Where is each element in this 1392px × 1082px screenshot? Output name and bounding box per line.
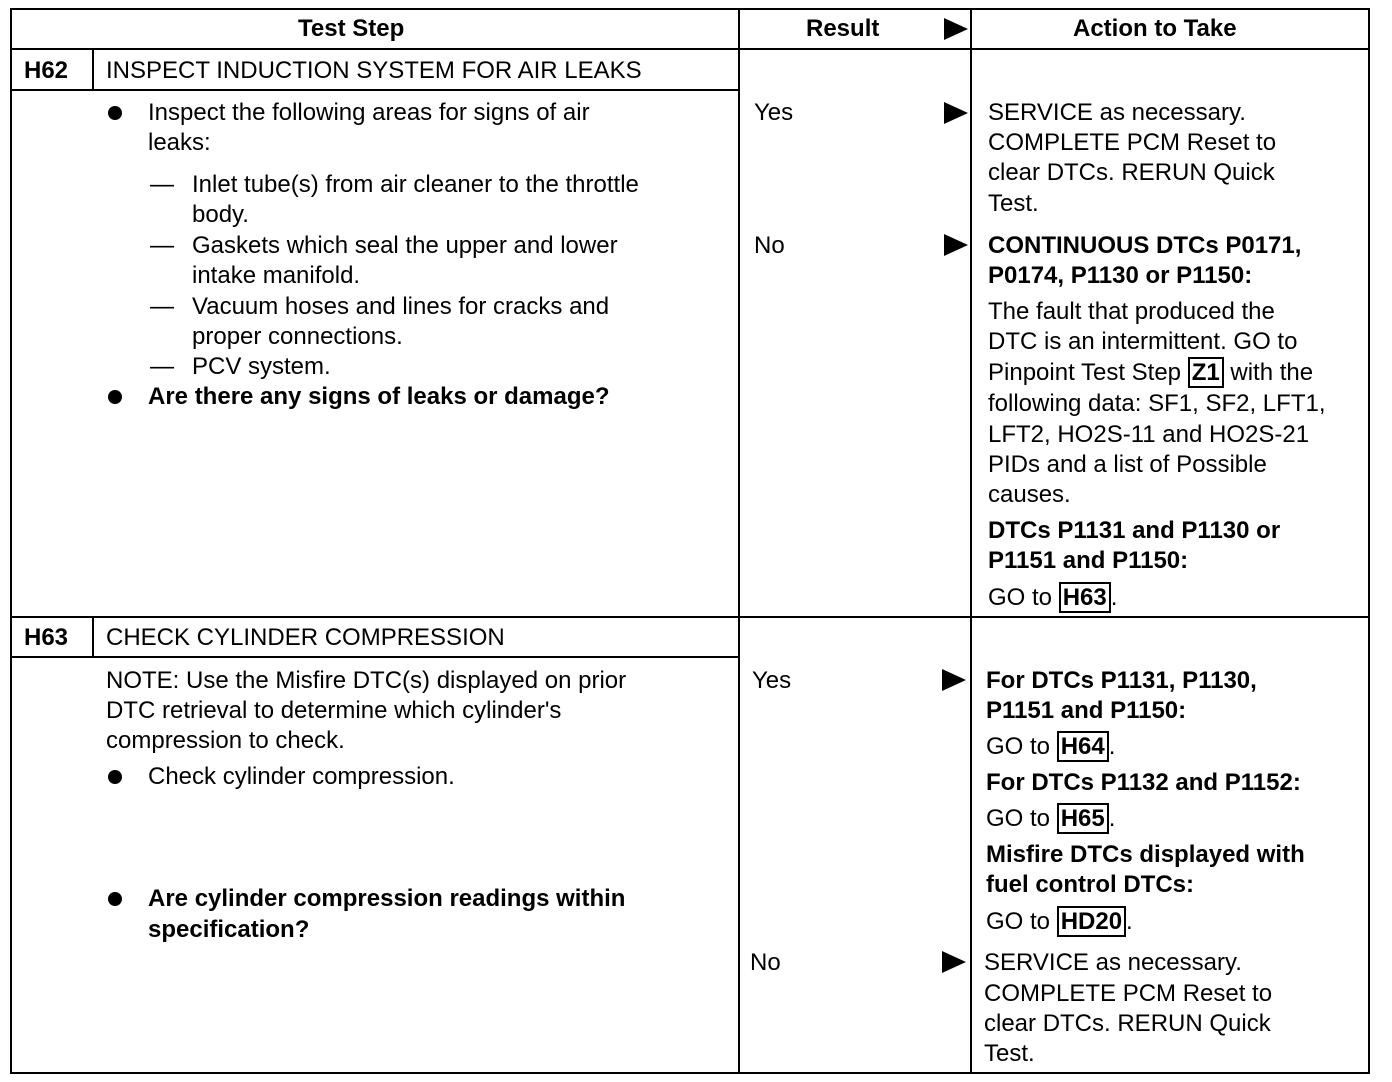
h63-id-divider: [92, 616, 94, 657]
header-arrow-icon: [944, 18, 968, 40]
h62-yes-arrow-icon: [944, 102, 968, 124]
h62-yes-action-1: SERVICE as necessary.: [988, 99, 1246, 126]
step-ref-h63: H63: [1059, 582, 1111, 613]
h62-no-text-5: LFT2, HO2S-11 and HO2S-21: [988, 421, 1310, 448]
col-divider-2: [970, 8, 972, 1074]
h63-yes-h1-1: For DTCs P1131, P1130,: [986, 667, 1257, 694]
h63-no-action-2: COMPLETE PCM Reset to: [984, 980, 1273, 1007]
h63-goto-h65: GO to H65 .: [986, 805, 1116, 832]
step-ref-hd20: HD20: [1057, 906, 1126, 937]
table-border-bottom: [10, 1072, 1368, 1074]
h62-no-label: No: [754, 232, 785, 259]
h62-no-text-6: PIDs and a list of Possible: [988, 451, 1267, 478]
h62-dash2-line2: intake manifold.: [192, 262, 361, 289]
h63-note-2: DTC retrieval to determine which cylinder's: [106, 697, 562, 724]
h62-dash3-line1: Vacuum hoses and lines for cracks and: [192, 293, 610, 320]
dash-icon: —: [150, 353, 174, 380]
h63-no-action-1: SERVICE as necessary.: [984, 949, 1242, 976]
h62-bullet1-line2: leaks:: [148, 129, 211, 156]
h63-goto-h64: GO to H64 .: [986, 733, 1116, 760]
h62-yes-action-2: COMPLETE PCM Reset to: [988, 129, 1277, 156]
table-border-top: [10, 8, 1370, 10]
h62-no-heading2-2: P1151 and P1150:: [988, 547, 1189, 574]
table-border-right: [1368, 8, 1370, 1074]
h63-yes-h3-2: fuel control DTCs:: [986, 871, 1194, 898]
bullet-icon: [108, 770, 122, 784]
h62-title-rule: [10, 89, 738, 91]
dash-icon: —: [150, 232, 174, 259]
header-action: Action to Take: [1073, 15, 1237, 42]
h63-step-id: H63: [24, 624, 69, 651]
h63-no-label: No: [750, 949, 781, 976]
header-test-step: Test Step: [298, 15, 405, 42]
h63-title: CHECK CYLINDER COMPRESSION: [106, 624, 505, 651]
h63-no-action-3: clear DTCs. RERUN Quick: [984, 1010, 1271, 1037]
step-ref-h65: H65: [1057, 803, 1109, 834]
h63-yes-h3-1: Misfire DTCs displayed with: [986, 841, 1305, 868]
row-divider: [10, 616, 1370, 618]
h62-no-arrow-icon: [944, 234, 968, 256]
h62-dash1-line1: Inlet tube(s) from air cleaner to the throttle: [192, 171, 639, 198]
h63-no-arrow-icon: [942, 951, 966, 973]
bullet-icon: [108, 106, 122, 120]
h63-yes-h1-2: P1151 and P1150:: [986, 697, 1187, 724]
h62-no-text-1: The fault that produced the: [988, 298, 1275, 325]
h63-yes-arrow-icon: [942, 669, 966, 691]
h62-no-text-2: DTC is an intermittent. GO to: [988, 328, 1298, 355]
h62-dash1-line2: body.: [192, 201, 249, 228]
header-result: Result: [806, 15, 880, 42]
h63-goto-hd20: GO to HD20 .: [986, 908, 1133, 935]
bullet-icon: [108, 892, 122, 906]
h63-bullet1: Check cylinder compression.: [148, 763, 455, 790]
h62-no-heading-1: CONTINUOUS DTCs P0171,: [988, 232, 1302, 259]
h63-note-1: NOTE: Use the Misfire DTC(s) displayed on prior: [106, 667, 627, 694]
h62-yes-action-4: Test.: [988, 190, 1039, 217]
h63-note-3: compression to check.: [106, 727, 345, 754]
h62-dash4-line1: PCV system.: [192, 353, 331, 380]
h62-dash2-line1: Gaskets which seal the upper and lower: [192, 232, 618, 259]
h62-title: INSPECT INDUCTION SYSTEM FOR AIR LEAKS: [106, 57, 642, 84]
h63-question-2: specification?: [148, 916, 310, 943]
h63-title-rule: [10, 656, 738, 658]
h63-yes-h2: For DTCs P1132 and P1152:: [986, 769, 1301, 796]
bullet-icon: [108, 390, 122, 404]
h62-id-divider: [92, 48, 94, 90]
step-ref-h64: H64: [1057, 731, 1109, 762]
h62-yes-action-3: clear DTCs. RERUN Quick: [988, 159, 1275, 186]
step-ref-z1: Z1: [1188, 357, 1224, 388]
h63-no-action-4: Test.: [984, 1040, 1035, 1067]
h62-goto-h63: GO to H63 .: [988, 584, 1118, 611]
h62-no-text-4: following data: SF1, SF2, LFT1,: [988, 390, 1326, 417]
table-border-left: [10, 8, 12, 1074]
h62-bullet1-line1: Inspect the following areas for signs of air: [148, 99, 590, 126]
h62-yes-label: Yes: [754, 99, 794, 126]
h63-yes-label: Yes: [752, 667, 792, 694]
dash-icon: —: [150, 171, 174, 198]
h62-dash3-line2: proper connections.: [192, 323, 403, 350]
h62-question: Are there any signs of leaks or damage?: [148, 383, 610, 410]
h62-no-heading2-1: DTCs P1131 and P1130 or: [988, 517, 1281, 544]
col-divider-1: [738, 8, 740, 1074]
header-rule: [10, 48, 1370, 50]
h62-step-id: H62: [24, 57, 69, 84]
h62-no-text-3: Pinpoint Test Step Z1 with the: [988, 359, 1314, 386]
h63-question-1: Are cylinder compression readings within: [148, 885, 626, 912]
h62-no-text-7: causes.: [988, 481, 1071, 508]
h62-no-heading-2: P0174, P1130 or P1150:: [988, 262, 1253, 289]
dash-icon: —: [150, 293, 174, 320]
